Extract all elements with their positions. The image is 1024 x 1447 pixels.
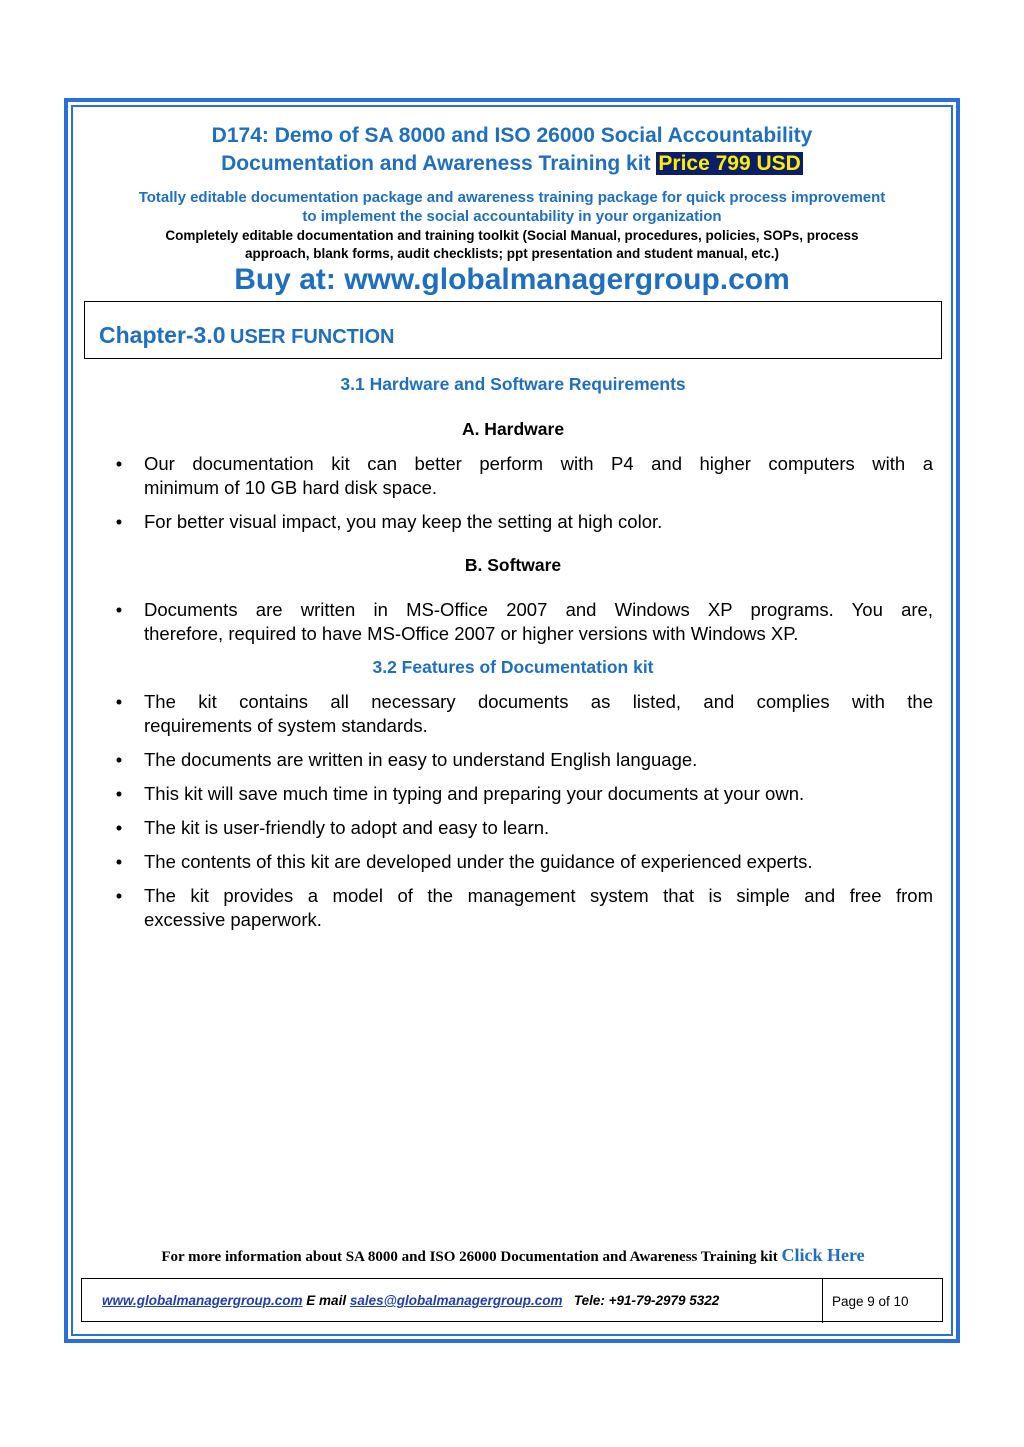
description-line-2: approach, blank forms, audit checklists; ppt presentation and student manual, etc.) xyxy=(244,246,780,261)
list-item-line: The kit provides a model of the management system that is simple and free from xyxy=(144,885,933,906)
bullet-icon: • xyxy=(115,511,123,532)
buy-at-link[interactable]: Buy at: www.globalmanagergroup.com xyxy=(234,263,790,296)
more-info-text: For more information about SA 8000 and ISO 26000 Documentation and Awareness Training kit xyxy=(161,1249,778,1265)
footer-contact xyxy=(102,1293,719,1308)
list-item xyxy=(111,850,933,874)
list-item xyxy=(111,884,933,932)
hardware-title: A. Hardware xyxy=(461,419,565,439)
footer-divider xyxy=(822,1279,823,1323)
website-link[interactable]: www.globalmanagergroup.com xyxy=(102,1293,303,1308)
more-info-line xyxy=(84,1245,942,1266)
click-here-link[interactable]: Click Here xyxy=(781,1245,865,1265)
list-item-line: The contents of this kit are developed under the guidance of experienced experts. xyxy=(144,851,813,872)
list-item-line: excessive paperwork. xyxy=(144,909,322,930)
title-line-1: D174: Demo of SA 8000 and ISO 26000 Social Accountability xyxy=(211,124,813,147)
bullet-icon: • xyxy=(115,783,123,804)
list-item-line: The kit is user-friendly to adopt and easy to learn. xyxy=(144,817,550,838)
list-item-line: For better visual impact, you may keep the setting at high color. xyxy=(144,511,663,532)
title-line-2 xyxy=(70,150,954,178)
email-link[interactable]: sales@globalmanagergroup.com xyxy=(349,1293,563,1308)
list-item-line: Our documentation kit can better perform with P4 and higher computers with a xyxy=(144,453,933,474)
chapter-number: Chapter-3.0 xyxy=(99,322,226,348)
bullet-icon: • xyxy=(115,749,123,770)
list-item-line: The documents are written in easy to understand English language. xyxy=(144,749,698,770)
page-number: Page 9 of 10 xyxy=(832,1294,909,1309)
list-item-line: requirements of system standards. xyxy=(144,715,428,736)
bullet-icon: • xyxy=(115,599,123,620)
subtitle-line-2: to implement the social accountability in your organization xyxy=(302,208,722,225)
chapter-title xyxy=(99,322,394,349)
list-item-line: Documents are written in MS-Office 2007 and Windows XP programs. You are, xyxy=(144,599,933,620)
list-item xyxy=(111,510,933,534)
document-title xyxy=(70,122,954,178)
title-line-2-text: Documentation and Awareness Training kit xyxy=(221,152,651,175)
bullet-icon: • xyxy=(115,885,123,906)
list-item xyxy=(111,598,933,646)
bullet-icon: • xyxy=(115,851,123,872)
bullet-icon: • xyxy=(115,691,123,712)
chapter-name: USER FUNCTION xyxy=(230,326,395,348)
list-item-line: minimum of 10 GB hard disk space. xyxy=(144,477,438,498)
section-3-2-title: 3.2 Features of Documentation kit xyxy=(372,657,654,677)
section-3-1-title: 3.1 Hardware and Software Requirements xyxy=(340,374,686,394)
list-item-line: The kit contains all necessary documents as listed, and complies with the xyxy=(144,691,933,712)
footer-box xyxy=(81,1278,943,1322)
list-item xyxy=(111,782,933,806)
list-item xyxy=(111,690,933,738)
list-item xyxy=(111,748,933,772)
subtitle-line-1: Totally editable documentation package and awareness training package for quick process improvement xyxy=(138,189,886,206)
description xyxy=(76,227,948,263)
list-item-line: This kit will save much time in typing and preparing your documents at your own. xyxy=(144,783,805,804)
bullet-icon: • xyxy=(115,453,123,474)
email-label: E mail xyxy=(306,1293,347,1308)
list-item-line: therefore, required to have MS-Office 2007 or higher versions with Windows XP. xyxy=(144,623,799,644)
list-item xyxy=(111,816,933,840)
bullet-icon: • xyxy=(115,817,123,838)
chapter-heading-box xyxy=(84,301,942,359)
description-line-1: Completely editable documentation and training toolkit (Social Manual, procedures, policies, SOPs, process xyxy=(165,228,859,243)
software-title: B. Software xyxy=(464,555,562,575)
subtitle xyxy=(76,188,948,226)
price-badge: Price 799 USD xyxy=(658,152,801,175)
list-item xyxy=(111,452,933,500)
tele-number: Tele: +91-79-2979 5322 xyxy=(573,1293,720,1308)
